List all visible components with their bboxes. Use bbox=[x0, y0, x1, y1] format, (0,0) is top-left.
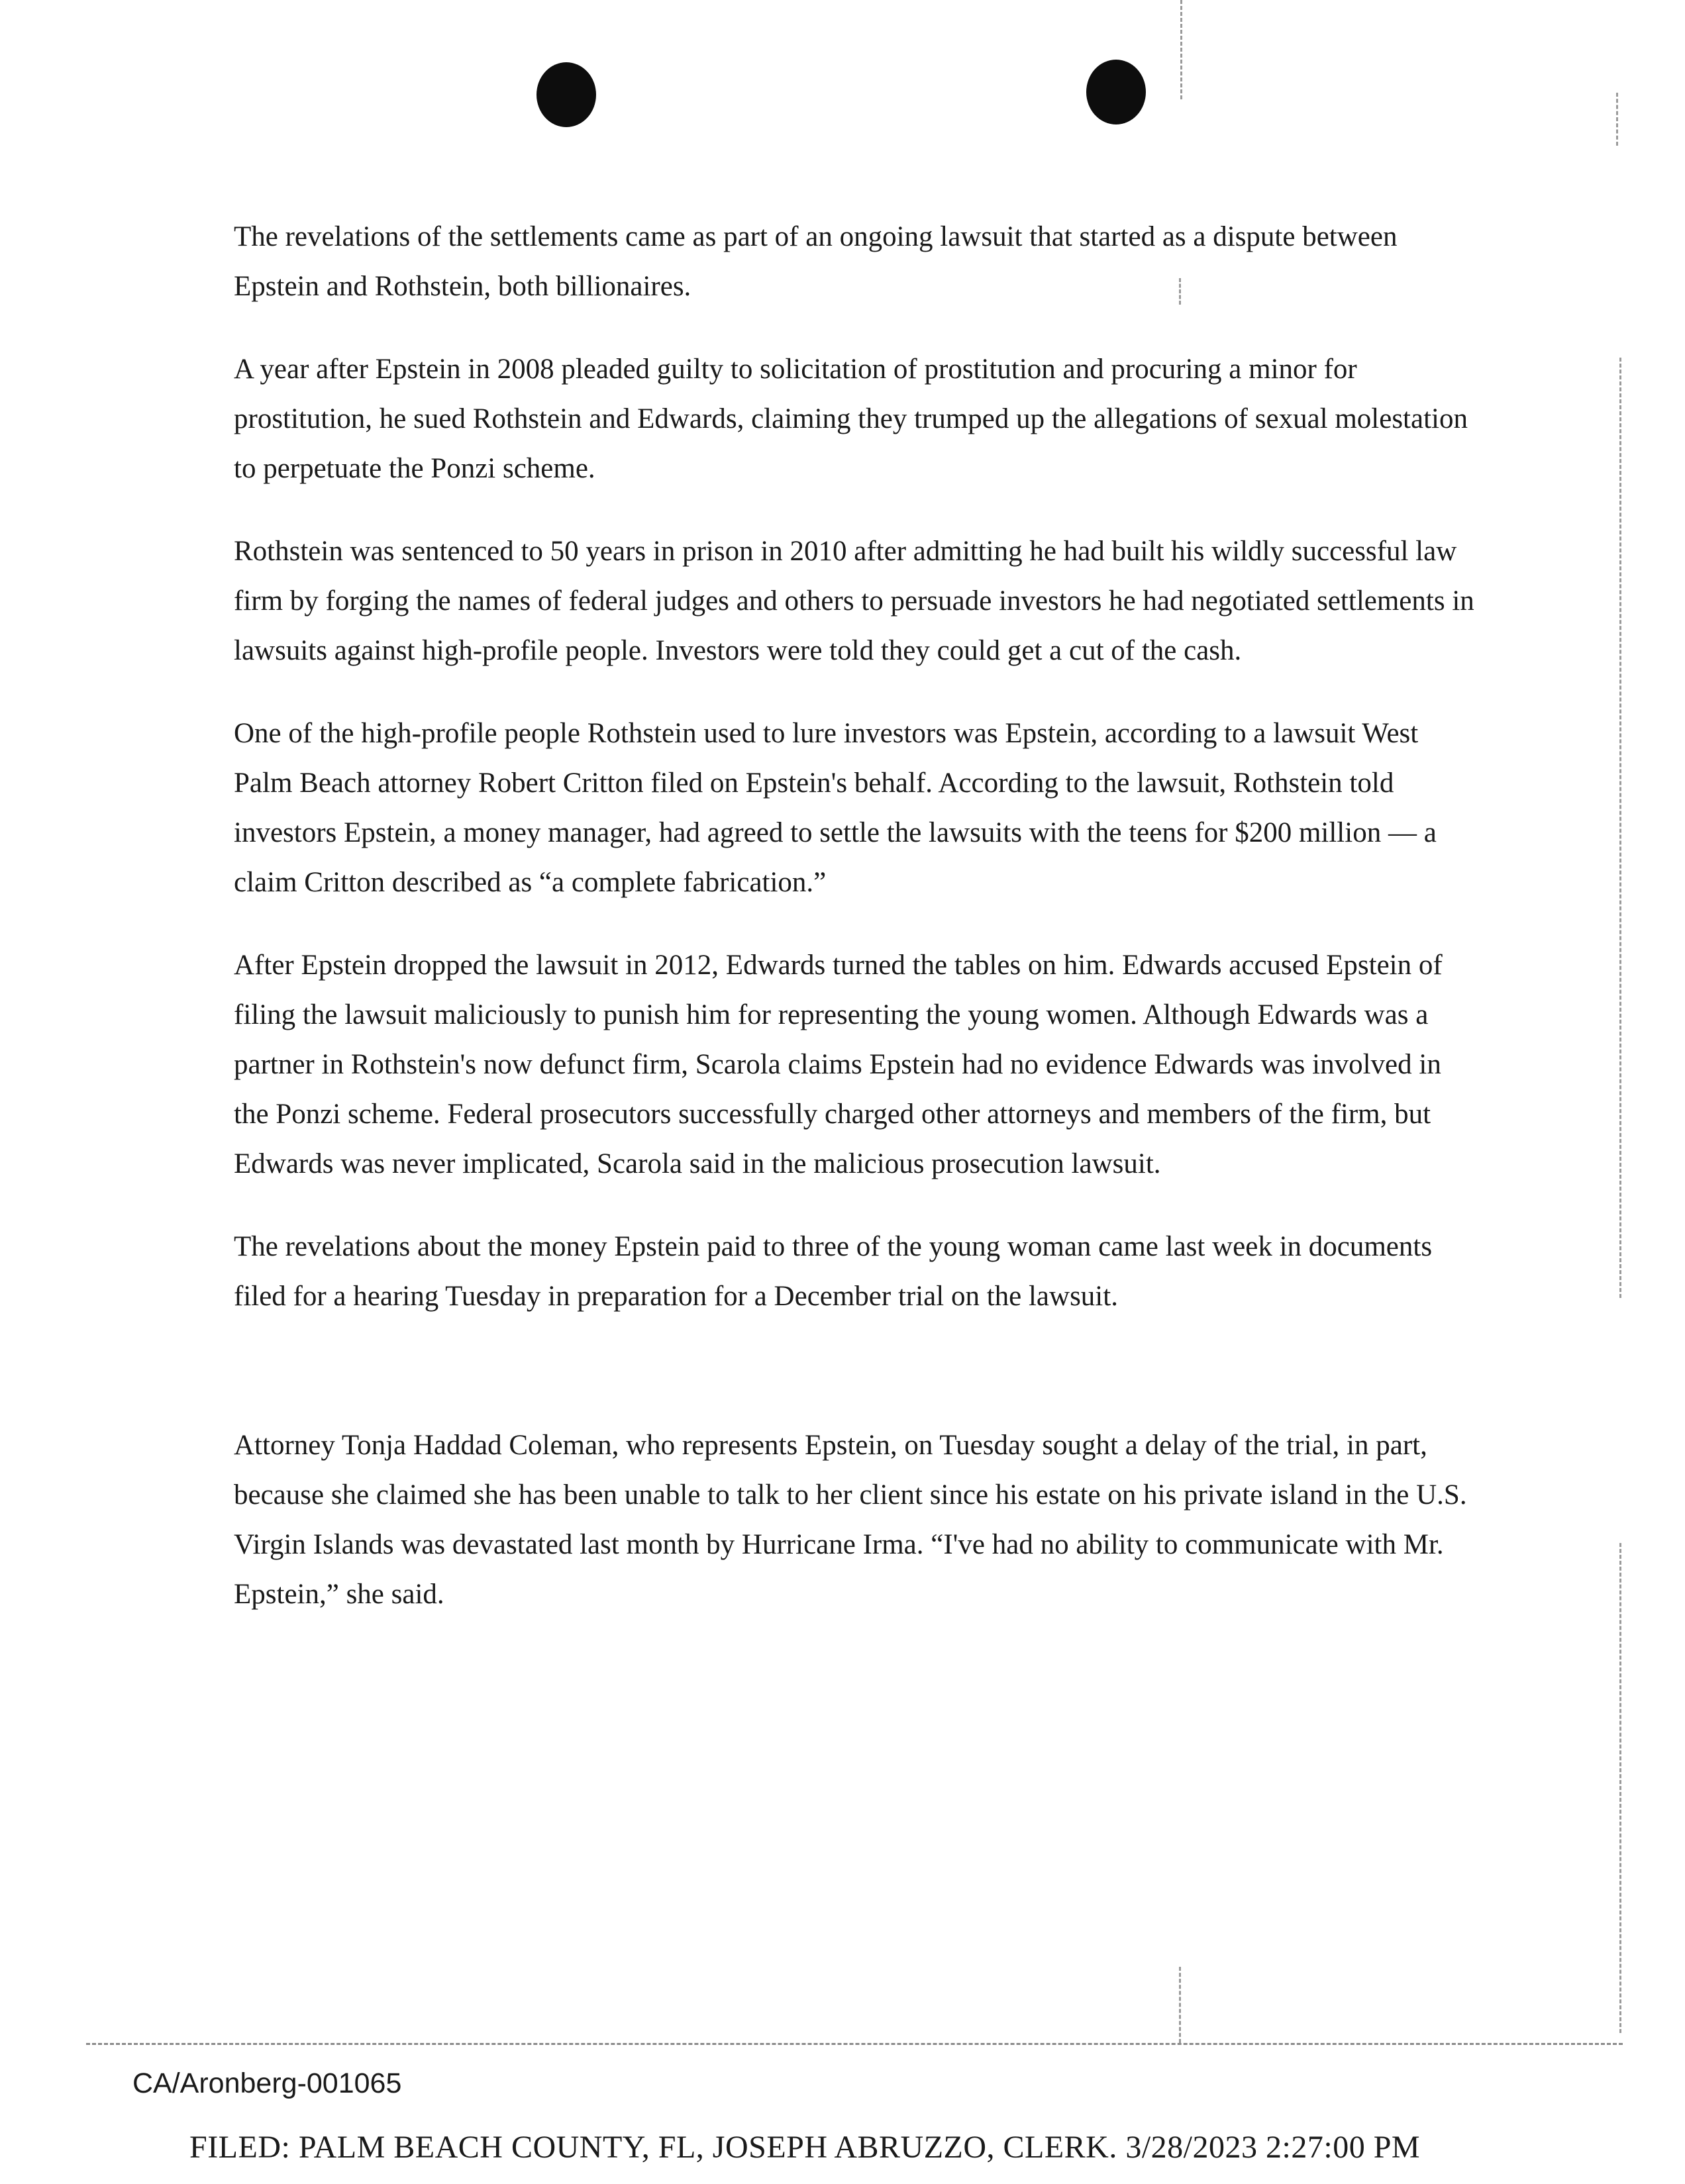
scan-artifact-line bbox=[1180, 0, 1182, 99]
scan-artifact-line bbox=[1619, 1543, 1621, 2033]
filed-stamp: FILED: PALM BEACH COUNTY, FL, JOSEPH ABRUZZO, CLERK. 3/28/2023 2:27:00 PM bbox=[189, 2130, 1421, 2165]
article-body bbox=[234, 212, 1479, 1652]
bates-number: CA/Aronberg-001065 bbox=[132, 2067, 402, 2099]
article-paragraph: The revelations of the settlements came as part of an ongoing lawsuit that started as a dispute between Epstein and Rothstein, both billionaires. bbox=[234, 221, 1398, 302]
article-paragraph: The revelations about the money Epstein paid to three of the young woman came last week in documents filed for a hearing Tuesday in preparation for a December trial on the lawsuit. bbox=[234, 1231, 1433, 1312]
article-paragraph: One of the high-profile people Rothstein used to lure investors was Epstein, according to a lawsuit West Palm Beach attorney Robert Critton filed on Epstein's behalf. According to the lawsuit, Rothstein told investors Epstein, a money manager, had agreed to settle the lawsuits with the teens for $200 million — a claim Critton described as “a complete fabrication.” bbox=[234, 718, 1437, 898]
article-paragraph: After Epstein dropped the lawsuit in 2012, Edwards turned the tables on him. Edwards accused Epstein of filing the lawsuit maliciously to punish him for representing the young women. Although Edwards was a partner in Rothstein's now defunct firm, Scarola claims Epstein had no evidence Edwards was involved in the Ponzi scheme. Federal prosecutors successfully charged other attorneys and members of the firm, but Edwards was never implicated, Scarola said in the malicious prosecution lawsuit. bbox=[234, 950, 1443, 1179]
scan-artifact-line bbox=[1616, 93, 1618, 146]
article-paragraph: Rothstein was sentenced to 50 years in prison in 2010 after admitting he had built his wildly successful law firm by forging the names of federal judges and others to persuade investors he had negotiated settlements in lawsuits against high-profile people. Investors were told they could get a cut of the cash. bbox=[234, 536, 1474, 666]
punch-hole-left bbox=[536, 62, 596, 127]
scan-artifact-line bbox=[1179, 1967, 1181, 2043]
article-paragraph: Attorney Tonja Haddad Coleman, who represents Epstein, on Tuesday sought a delay of the trial, in part, because she claimed she has been unable to talk to her client since his estate on his private island in the U.S. Virgin Islands was devastated last month by Hurricane Irma. “I've had no ability to communicate with Mr. Epstein,” she said. bbox=[234, 1430, 1467, 1610]
article-paragraph: A year after Epstein in 2008 pleaded guilty to solicitation of prostitution and procuring a minor for prostitution, he sued Rothstein and Edwards, claiming they trumped up the allegations of sexual molestation to perpetuate the Ponzi scheme. bbox=[234, 354, 1468, 484]
scan-artifact-line bbox=[1619, 358, 1621, 1298]
scan-border-line bbox=[86, 2043, 1623, 2045]
punch-hole-right bbox=[1086, 60, 1146, 124]
